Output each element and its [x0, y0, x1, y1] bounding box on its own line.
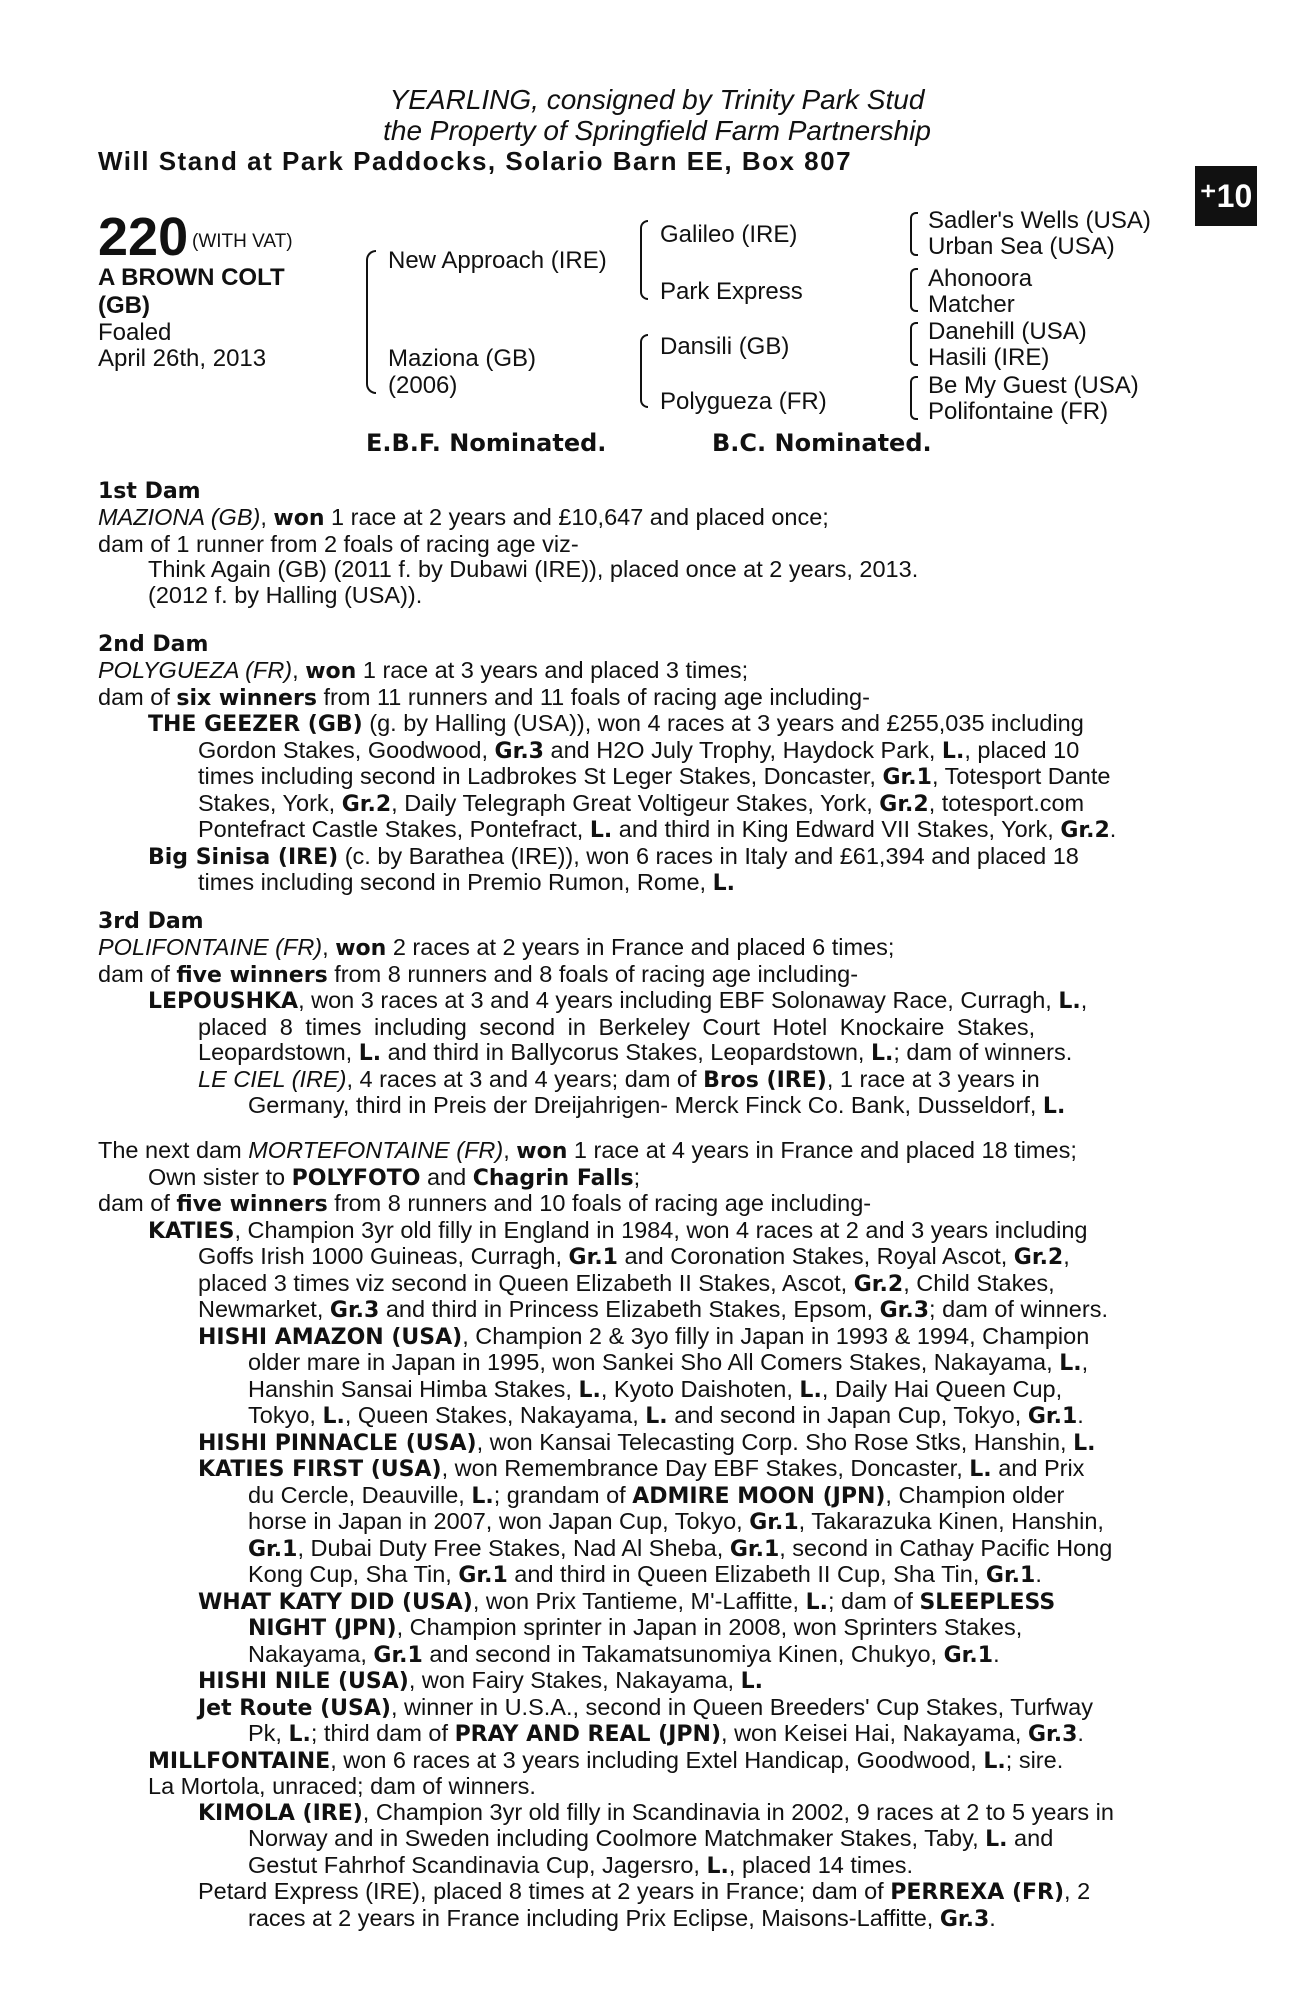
- pedigree-dam: Maziona (GB): [388, 345, 537, 372]
- pedigree-brace-main: [366, 250, 376, 394]
- pedigree-brace-4: [910, 376, 918, 420]
- header-consignor: YEARLING, consigned by Trinity Park Stud: [389, 84, 925, 115]
- pedigree-dss: Danehill (USA): [928, 318, 1087, 345]
- ebf-nominated: E.B.F. Nominated.: [366, 429, 607, 457]
- pedigree-dsd: Hasili (IRE): [928, 344, 1050, 371]
- pedigree-sire: New Approach (IRE): [388, 247, 607, 274]
- second-dam-body: POLYGUEZA (FR), won 1 race at 3 years and placed 3 times; dam of six winners from 11 runners and 11 foals of racing age including- THE GEEZER (GB) (g. by Halling (USA)), won 4 races at 3 years and £255,035 including Gordon Stakes, Goodwood, Gr.3 and H2O July Trophy, Haydock Park, L., placed 10 times including second in Ladbrokes St Leger Stakes, Doncaster, Gr.1, Totesport Dante Stakes, York, Gr.2, Daily Telegraph Great Voltigeur Stakes, York, Gr.2, totesport.com Pontefract Castle Stakes, Pontefract, L. and third in King Edward VII Stakes, York, Gr.2. Big Sinisa (IRE) (c. by Barathea (IRE)), won 6 races in Italy and £61,394 and placed 18 times including second in Premio Rumon, Rome, L.: [98, 657, 1117, 896]
- lot-vat: (WITH VAT): [192, 231, 293, 252]
- lot-number: 220: [98, 207, 189, 267]
- third-dam-heading: 3rd Dam: [98, 909, 204, 934]
- lot-description-country: (GB): [98, 292, 150, 319]
- pedigree-sire-sire: Galileo (IRE): [660, 221, 798, 248]
- pedigree-sire-dam: Park Express: [660, 278, 803, 305]
- bc-nominated: B.C. Nominated.: [712, 429, 932, 457]
- foaled-date: April 26th, 2013: [98, 345, 267, 372]
- pedigree-dam-dam: Polygueza (FR): [660, 388, 827, 415]
- first-dam-body: MAZIONA (GB), won 1 race at 2 years and £10,647 and placed once; dam of 1 runner from 2 foals of racing age viz- Think Again (GB) (2011 f. by Dubawi (IRE)), placed once at 2 years, 2013. (2012 f. by Halling (USA)).: [98, 504, 919, 608]
- pedigree-brace-2: [910, 268, 918, 312]
- foaled-label: Foaled: [98, 319, 172, 346]
- lot-badge: ⁺10: [1195, 166, 1257, 226]
- third-dam-body: POLIFONTAINE (FR), won 2 races at 2 years in France and placed 6 times; dam of five winners from 8 runners and 8 foals of racing age including- LEPOUSHKA, won 3 races at 3 and 4 years including EBF Solonaway Race, Curragh, L., placed 8 times including second in Berkeley Court Hotel Knockaire Stakes, Leopardstown, L. and third in Ballycorus Stakes, Leopardstown, L.; dam of winners. LE CIEL (IRE), 4 races at 3 and 4 years; dam of Bros (IRE), 1 race at 3 years in Germany, third in Preis der Dreijahrigen- Merck Finck Co. Bank, Dusseldorf, L.: [98, 934, 1088, 1119]
- lot-description: A BROWN COLT: [98, 264, 285, 291]
- header-property: the Property of Springfield Farm Partnership: [383, 115, 931, 146]
- pedigree-brace-1: [910, 212, 918, 256]
- pedigree-brace-dam: [640, 334, 648, 408]
- header-location: Will Stand at Park Paddocks, Solario Barn EE, Box 807: [98, 146, 853, 176]
- next-dam-body: The next dam MORTEFONTAINE (FR), won 1 race at 4 years in France and placed 18 times; Own sister to POLYFOTO and Chagrin Falls; dam of five winners from 8 runners and 10 foals of racing age including- KATIES, Champion 3yr old filly in England in 1984, won 4 races at 2 and 3 years including Goffs Irish 1000 Guineas, Curragh, Gr.1 and Coronation Stakes, Royal Ascot, Gr.2, placed 3 times viz second in Queen Elizabeth II Stakes, Ascot, Gr.2, Child Stakes, Newmarket, Gr.3 and third in Princess Elizabeth Stakes, Epsom, Gr.3; dam of winners. HISHI AMAZON (USA), Champion 2 & 3yo filly in Japan in 1993 & 1994, Champion older mare in Japan in 1995, won Sankei Sho All Comers Stakes, Nakayama, L., Hanshin Sansai Himba Stakes, L., Kyoto Daishoten, L., Daily Hai Queen Cup, Tokyo, L., Queen Stakes, Nakayama, L. and second in Japan Cup, Tokyo, Gr.1. HISHI PINNACLE (USA), won Kansai Telecasting Corp. Sho Rose Stks, Hanshin, L. KATIES FIRST (USA), won Remembrance Day EBF Stakes, Doncaster, L. and Prix du Cercle, Deauville, L.; grandam of ADMIRE MOON (JPN), Champion older horse in Japan in 2007, won Japan Cup, Tokyo, Gr.1, Takarazuka Kinen, Hanshin, Gr.1, Dubai Duty Free Stakes, Nad Al Sheba, Gr.1, second in Cathay Pacific Hong Kong Cup, Sha Tin, Gr.1 and third in Queen Elizabeth II Cup, Sha Tin, Gr.1. WHAT KATY DID (USA), won Prix Tantieme, M'-Laffitte, L.; dam of SLEEPLESS NIGHT (JPN), Champion sprinter in Japan in 2008, won Sprinters Stakes, Nakayama, Gr.1 and second in Takamatsunomiya Kinen, Chukyo, Gr.1. HISHI NILE (USA), won Fairy Stakes, Nakayama, L. Jet Route (USA), winner in U.S.A., second in Queen Breeders' Cup Stakes, Turfway Pk, L.; third dam of PRAY AND REAL (JPN), won Keisei Hai, Nakayama, Gr.3. MILLFONTAINE, won 6 races at 3 years including Extel Handicap, Goodwood, L.; sire. La Mortola, unraced; dam of winners. KIMOLA (IRE), Champion 3yr old filly in Scandinavia in 2002, 9 races at 2 to 5 years in Norway and in Sweden including Coolmore Matchmaker Stakes, Taby, L. and Gestut Fahrhof Scandinavia Cup, Jagersro, L., placed 14 times. Petard Express (IRE), placed 8 times at 2 years in France; dam of PERREXA (FR), 2 races at 2 years in France including Prix Eclipse, Maisons-Laffitte, Gr.3.: [98, 1137, 1114, 1932]
- pedigree-sdd: Matcher: [928, 291, 1015, 318]
- first-dam-heading: 1st Dam: [98, 479, 201, 504]
- pedigree-dds: Be My Guest (USA): [928, 372, 1139, 399]
- pedigree-brace-sire: [640, 220, 648, 300]
- pedigree-dam-year: (2006): [388, 372, 458, 399]
- pedigree-sss: Sadler's Wells (USA): [928, 207, 1151, 234]
- pedigree-brace-3: [910, 322, 918, 366]
- pedigree-ddd: Polifontaine (FR): [928, 398, 1109, 425]
- second-dam-heading: 2nd Dam: [98, 632, 209, 657]
- pedigree-dam-sire: Dansili (GB): [660, 333, 790, 360]
- pedigree-ssd: Urban Sea (USA): [928, 233, 1115, 260]
- pedigree-sds: Ahonoora: [928, 265, 1033, 292]
